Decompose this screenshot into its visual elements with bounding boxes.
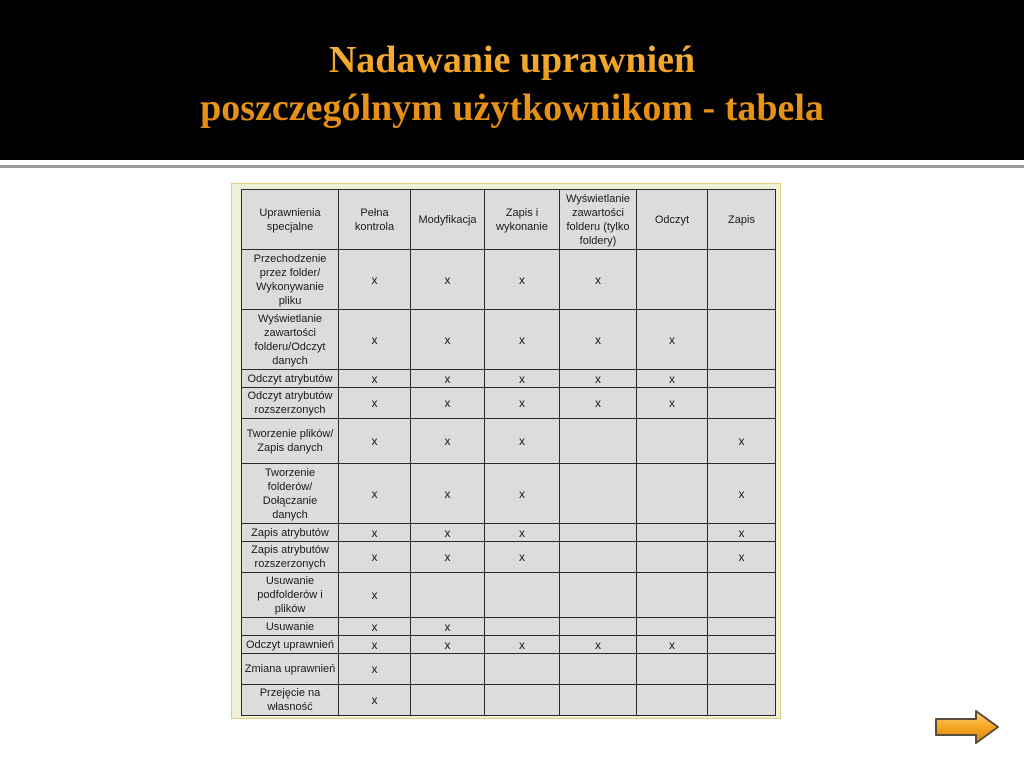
permission-mark: x <box>339 419 411 464</box>
slide-body <box>0 160 1024 768</box>
permission-name: Wyświetlanie zawartości folderu/Odczyt danych <box>242 310 339 370</box>
permission-mark <box>560 464 637 524</box>
table-row <box>242 524 776 542</box>
permission-mark <box>708 310 776 370</box>
permission-mark: x <box>560 636 637 654</box>
permission-mark: x <box>708 464 776 524</box>
permission-mark: x <box>485 310 560 370</box>
permission-mark <box>708 685 776 716</box>
permission-mark: x <box>411 636 485 654</box>
permission-mark <box>708 370 776 388</box>
permission-mark: x <box>411 250 485 310</box>
permission-name: Przejęcie na własność <box>242 685 339 716</box>
permission-mark: x <box>339 310 411 370</box>
permission-mark <box>560 654 637 685</box>
permission-mark <box>637 524 708 542</box>
permission-mark <box>560 419 637 464</box>
column-header: Pełna kontrola <box>339 190 411 250</box>
table-row <box>242 636 776 654</box>
table-row <box>242 250 776 310</box>
column-header: Odczyt <box>637 190 708 250</box>
permission-mark: x <box>637 388 708 419</box>
permission-name: Odczyt atrybutów rozszerzonych <box>242 388 339 419</box>
permission-mark <box>637 250 708 310</box>
permission-mark <box>708 636 776 654</box>
permission-mark <box>637 685 708 716</box>
table-body <box>242 250 776 716</box>
permission-mark <box>637 542 708 573</box>
column-header: Modyfikacja <box>411 190 485 250</box>
permission-mark: x <box>560 370 637 388</box>
permission-mark <box>560 618 637 636</box>
permission-name: Przechodzenie przez folder/ Wykonywanie pliku <box>242 250 339 310</box>
permission-mark <box>637 419 708 464</box>
slide-title <box>0 0 1024 132</box>
permission-mark: x <box>411 388 485 419</box>
permission-mark: x <box>339 524 411 542</box>
permission-mark: x <box>485 464 560 524</box>
permission-mark <box>411 573 485 618</box>
permission-mark: x <box>339 250 411 310</box>
column-header: Zapis i wykonanie <box>485 190 560 250</box>
permission-mark: x <box>485 250 560 310</box>
permission-mark <box>708 573 776 618</box>
permission-mark: x <box>339 370 411 388</box>
permission-mark: x <box>485 636 560 654</box>
permission-mark: x <box>411 524 485 542</box>
column-header: Wyświetlanie zawartości folderu (tylko foldery) <box>560 190 637 250</box>
slide-title-line-2: poszczególnym użytkownikom - tabela <box>200 87 824 129</box>
permission-mark <box>637 464 708 524</box>
permission-mark <box>411 654 485 685</box>
table-image-frame <box>231 183 781 719</box>
permission-mark <box>485 618 560 636</box>
permission-mark: x <box>339 654 411 685</box>
table-row <box>242 419 776 464</box>
permission-mark <box>560 685 637 716</box>
permission-mark <box>708 654 776 685</box>
permission-name: Zapis atrybutów <box>242 524 339 542</box>
permission-mark <box>485 654 560 685</box>
table-header-row <box>242 190 776 250</box>
permission-mark: x <box>411 464 485 524</box>
table-row <box>242 654 776 685</box>
permission-mark <box>708 388 776 419</box>
table-row <box>242 618 776 636</box>
permission-mark: x <box>339 573 411 618</box>
permission-mark <box>560 542 637 573</box>
permission-mark: x <box>485 388 560 419</box>
permission-mark <box>411 685 485 716</box>
permission-mark: x <box>708 524 776 542</box>
permission-name: Zmiana uprawnień <box>242 654 339 685</box>
permission-name: Tworzenie folderów/ Dołączanie danych <box>242 464 339 524</box>
permission-mark: x <box>411 310 485 370</box>
table-row <box>242 388 776 419</box>
permission-mark: x <box>411 419 485 464</box>
permission-name: Tworzenie plików/ Zapis danych <box>242 419 339 464</box>
permission-mark: x <box>411 370 485 388</box>
permission-mark: x <box>411 542 485 573</box>
permission-mark: x <box>411 618 485 636</box>
permission-name: Odczyt atrybutów <box>242 370 339 388</box>
permission-mark: x <box>637 370 708 388</box>
permission-name: Usuwanie podfolderów i plików <box>242 573 339 618</box>
permission-mark: x <box>339 464 411 524</box>
permission-mark <box>708 250 776 310</box>
permission-mark <box>485 573 560 618</box>
permission-mark: x <box>339 542 411 573</box>
permission-mark: x <box>708 419 776 464</box>
permission-mark: x <box>560 388 637 419</box>
permission-mark: x <box>339 636 411 654</box>
permission-mark: x <box>708 542 776 573</box>
permission-name: Usuwanie <box>242 618 339 636</box>
permission-mark <box>560 524 637 542</box>
slide-header <box>0 0 1024 160</box>
permission-mark <box>560 573 637 618</box>
right-arrow-icon[interactable] <box>934 709 1000 745</box>
permission-mark <box>637 573 708 618</box>
permission-mark: x <box>485 524 560 542</box>
divider <box>0 165 1024 168</box>
table-row <box>242 370 776 388</box>
permission-mark: x <box>339 388 411 419</box>
permission-mark: x <box>339 618 411 636</box>
table-row <box>242 464 776 524</box>
permissions-table <box>241 189 776 716</box>
permission-name: Zapis atrybutów rozszerzonych <box>242 542 339 573</box>
permission-name: Odczyt uprawnień <box>242 636 339 654</box>
table-row <box>242 685 776 716</box>
permission-mark: x <box>560 250 637 310</box>
permission-mark <box>708 618 776 636</box>
column-header-permission: Uprawnienia specjalne <box>242 190 339 250</box>
slide-title-line-1: Nadawanie uprawnień <box>328 39 696 81</box>
permission-mark: x <box>637 310 708 370</box>
permission-mark: x <box>485 370 560 388</box>
table-row <box>242 542 776 573</box>
permission-mark <box>485 685 560 716</box>
table-row <box>242 573 776 618</box>
permission-mark <box>637 654 708 685</box>
permission-mark: x <box>560 310 637 370</box>
permission-mark: x <box>637 636 708 654</box>
permission-mark: x <box>485 419 560 464</box>
permission-mark <box>637 618 708 636</box>
permission-mark: x <box>339 685 411 716</box>
column-header: Zapis <box>708 190 776 250</box>
permission-mark: x <box>485 542 560 573</box>
table-row <box>242 310 776 370</box>
